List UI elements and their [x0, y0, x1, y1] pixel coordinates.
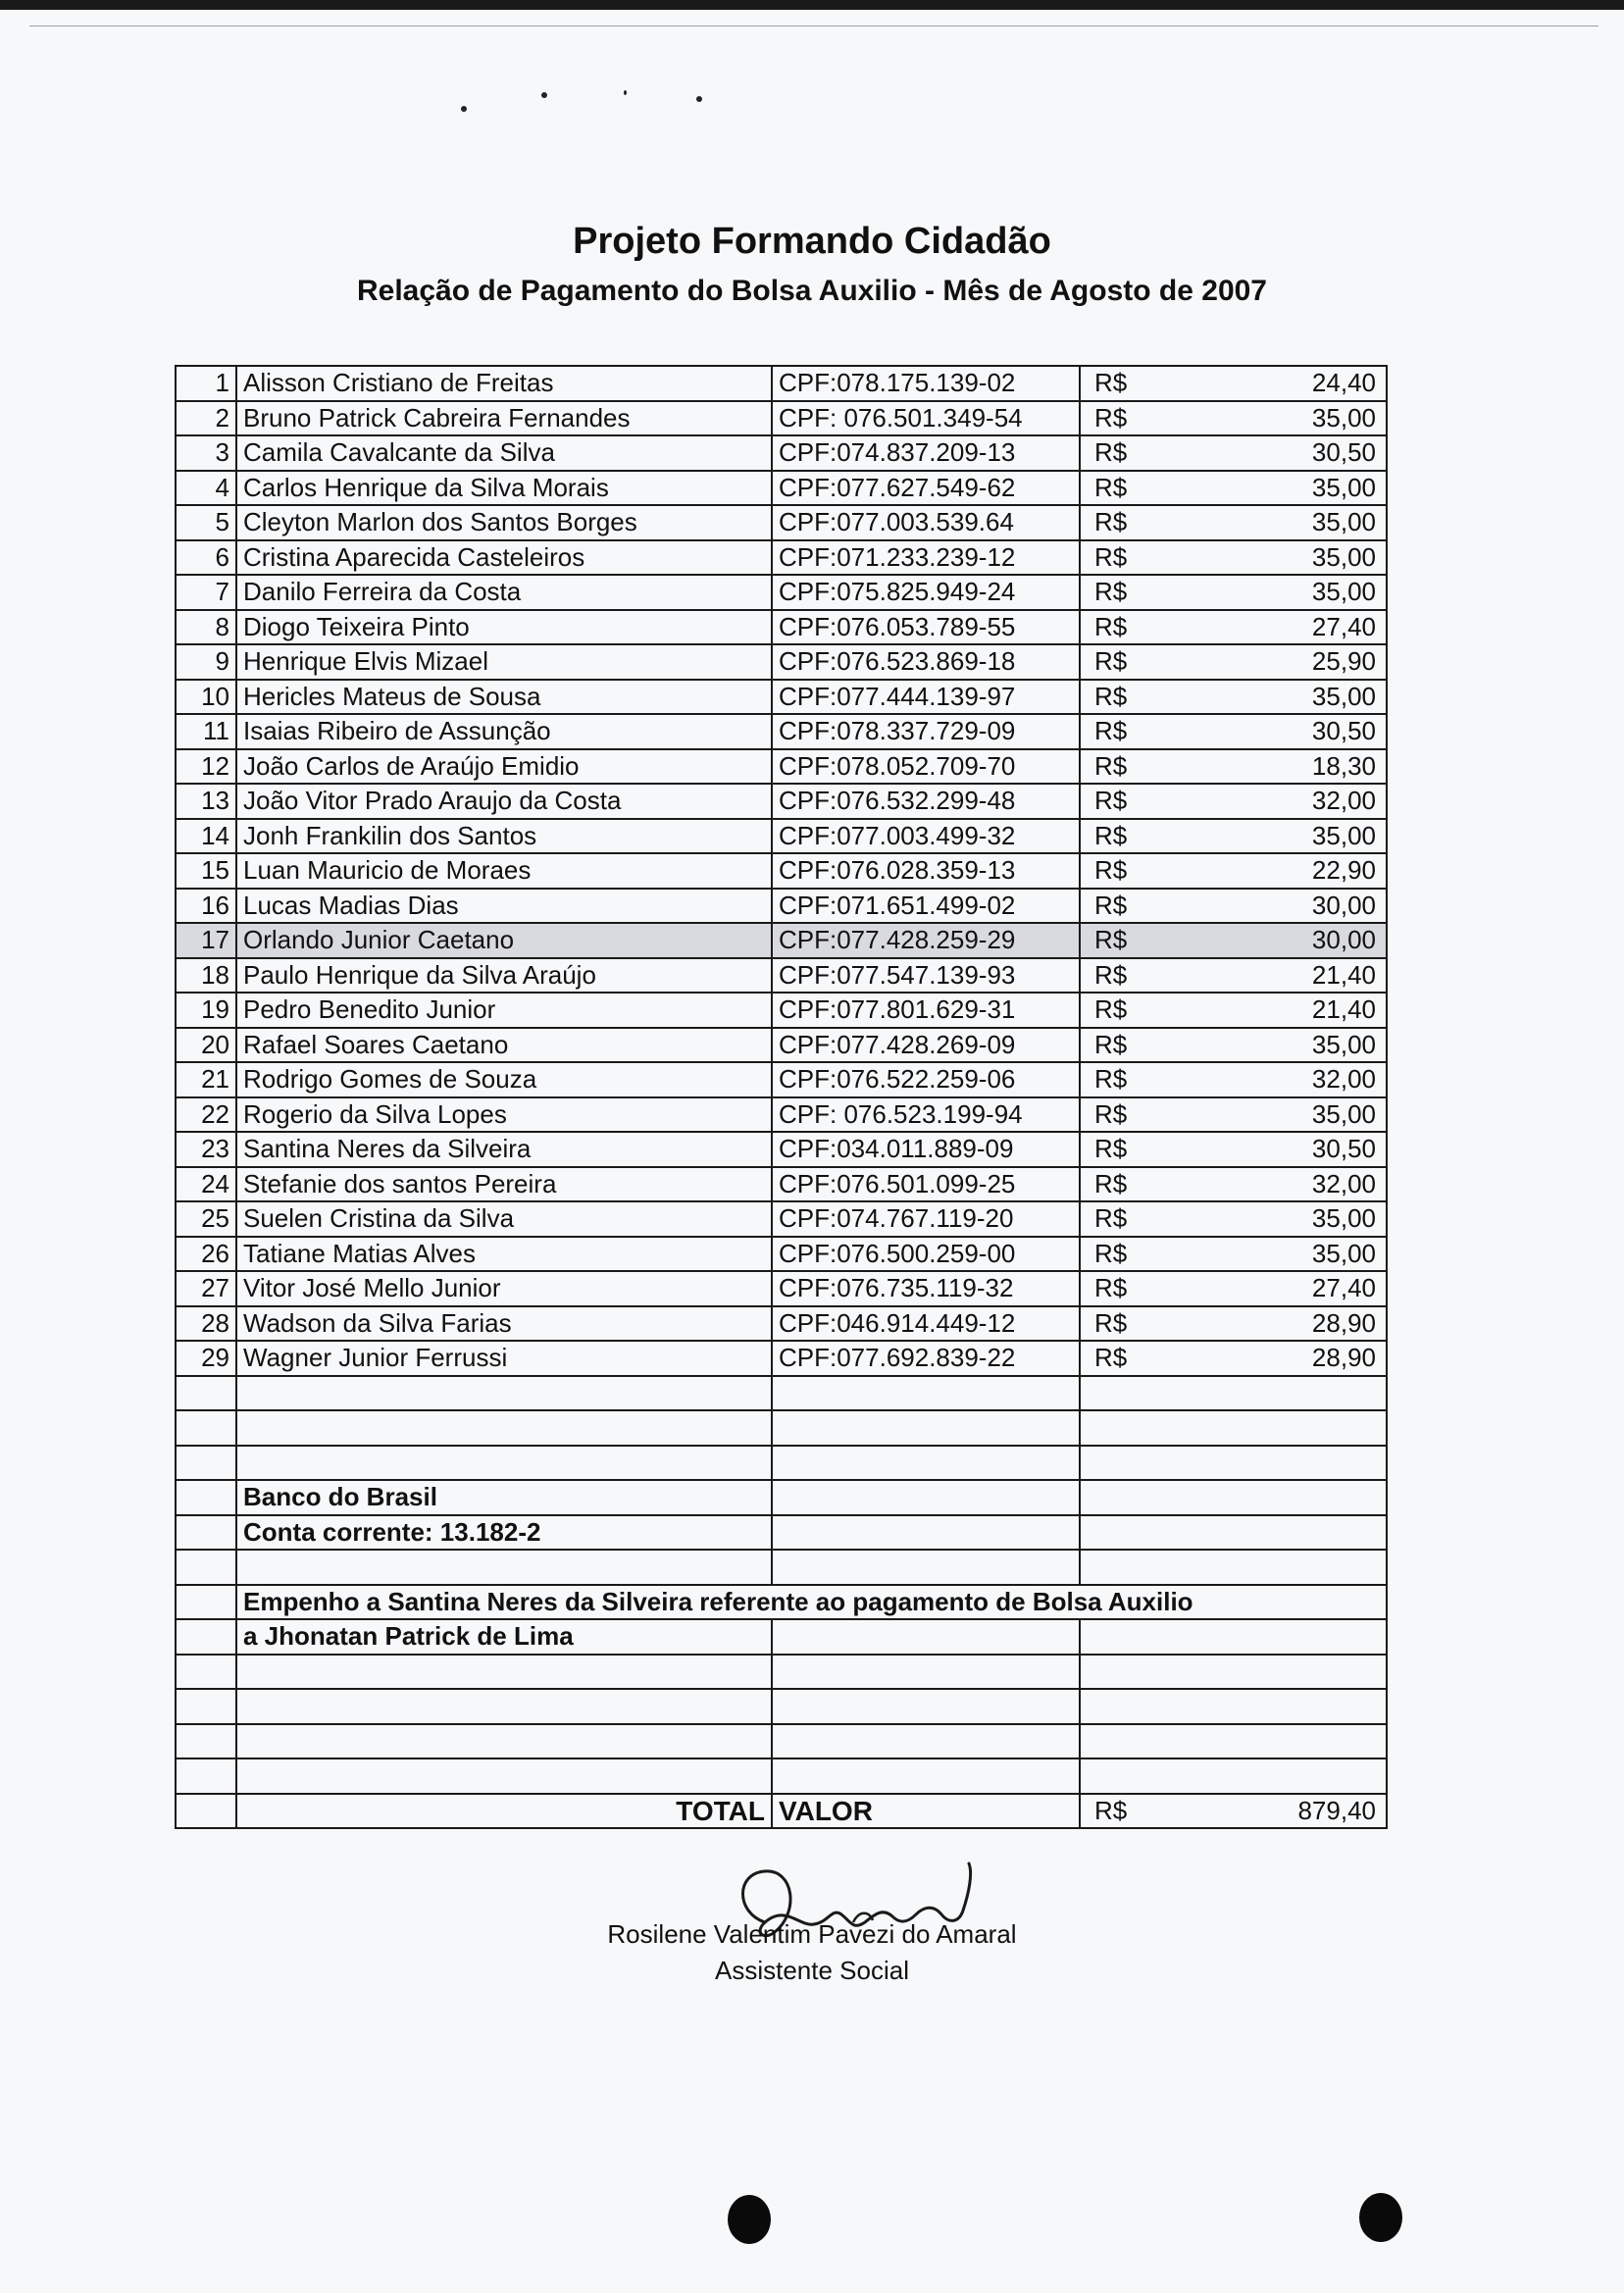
- row-number: 2: [176, 401, 236, 436]
- cpf-number: CPF:076.522.259-06: [772, 1062, 1080, 1097]
- currency-symbol: R$: [1094, 820, 1128, 850]
- amount-value: 35,00: [1311, 541, 1376, 572]
- table-row: [176, 993, 1387, 1028]
- payment-table: [175, 365, 1388, 1829]
- table-row: [176, 366, 1387, 401]
- bank-name-row: [176, 1480, 1387, 1515]
- amount-cell: [1080, 644, 1387, 680]
- amount-cell: [1080, 1341, 1387, 1376]
- table-row: [176, 1132, 1387, 1167]
- amount-cell: [1080, 1028, 1387, 1063]
- beneficiary-name: Stefanie dos santos Pereira: [236, 1167, 772, 1202]
- table-row: [176, 644, 1387, 680]
- empty-row: [176, 1655, 1387, 1690]
- document-subtitle: Relação de Pagamento do Bolsa Auxilio - Mês de Agosto de 2007: [356, 275, 1267, 307]
- document-title: Projeto Formando Cidadão: [573, 221, 1051, 262]
- amount-value: 35,00: [1311, 681, 1376, 711]
- row-number: 13: [176, 784, 236, 819]
- amount-value: 35,00: [1311, 402, 1376, 433]
- row-number: 26: [176, 1237, 236, 1272]
- table-row: [176, 1028, 1387, 1063]
- table-row: [176, 401, 1387, 436]
- beneficiary-name: Danilo Ferreira da Costa: [236, 575, 772, 610]
- beneficiary-name: Wagner Junior Ferrussi: [236, 1341, 772, 1376]
- currency-symbol: R$: [1094, 1203, 1128, 1234]
- table-row: [176, 1341, 1387, 1376]
- amount-cell: [1080, 366, 1387, 401]
- amount-cell: [1080, 1062, 1387, 1097]
- row-number: 22: [176, 1097, 236, 1133]
- amount-cell: [1080, 819, 1387, 854]
- table-row: [176, 1237, 1387, 1272]
- amount-value: 35,00: [1311, 820, 1376, 850]
- row-number: 3: [176, 435, 236, 471]
- beneficiary-name: Santina Neres da Silveira: [236, 1132, 772, 1167]
- empty-row: [176, 1550, 1387, 1585]
- amount-cell: [1080, 680, 1387, 715]
- beneficiary-name: Paulo Henrique da Silva Araújo: [236, 958, 772, 994]
- bank-account-row: [176, 1515, 1387, 1551]
- row-number: 8: [176, 610, 236, 645]
- amount-cell: [1080, 471, 1387, 506]
- cpf-number: CPF:074.837.209-13: [772, 435, 1080, 471]
- row-number: 20: [176, 1028, 236, 1063]
- empty-row: [176, 1446, 1387, 1481]
- currency-symbol: R$: [1094, 1029, 1128, 1059]
- note-line-2: a Jhonatan Patrick de Lima: [236, 1619, 772, 1655]
- amount-value: 27,40: [1311, 611, 1376, 641]
- amount-cell: [1080, 610, 1387, 645]
- currency-symbol: R$: [1094, 541, 1128, 572]
- currency-symbol: R$: [1094, 437, 1128, 468]
- currency-symbol: R$: [1094, 855, 1128, 886]
- amount-value: 35,00: [1311, 1029, 1376, 1059]
- empty-row: [176, 1758, 1387, 1794]
- currency-symbol: R$: [1094, 1134, 1128, 1164]
- amount-cell: [1080, 749, 1387, 785]
- table-row: [176, 1306, 1387, 1342]
- currency-symbol: R$: [1094, 959, 1128, 990]
- amount-value: 21,40: [1311, 959, 1376, 990]
- punch-hole: [728, 2195, 771, 2244]
- amount-cell: [1080, 540, 1387, 576]
- currency-symbol: R$: [1094, 472, 1128, 502]
- empty-row: [176, 1376, 1387, 1411]
- amount-cell: [1080, 993, 1387, 1028]
- table-row: [176, 610, 1387, 645]
- row-number: 25: [176, 1201, 236, 1237]
- row-number: 23: [176, 1132, 236, 1167]
- currency-symbol: R$: [1094, 786, 1128, 816]
- beneficiary-name: Hericles Mateus de Sousa: [236, 680, 772, 715]
- currency-symbol: R$: [1094, 925, 1128, 955]
- amount-value: 35,00: [1311, 472, 1376, 502]
- amount-value: 35,00: [1311, 1203, 1376, 1234]
- cpf-number: CPF: 076.501.349-54: [772, 401, 1080, 436]
- cpf-number: CPF:076.028.359-13: [772, 853, 1080, 889]
- currency-symbol: R$: [1094, 994, 1128, 1025]
- cpf-number: CPF:077.692.839-22: [772, 1341, 1080, 1376]
- cpf-number: CPF:078.175.139-02: [772, 366, 1080, 401]
- currency-symbol: R$: [1094, 507, 1128, 537]
- amount-value: 28,90: [1311, 1307, 1376, 1338]
- currency-symbol: R$: [1094, 716, 1128, 746]
- amount-cell: [1080, 1201, 1387, 1237]
- row-number: 29: [176, 1341, 236, 1376]
- currency-symbol: R$: [1094, 1098, 1128, 1129]
- empty-row: [176, 1689, 1387, 1724]
- beneficiary-name: Pedro Benedito Junior: [236, 993, 772, 1028]
- beneficiary-name: Vitor José Mello Junior: [236, 1271, 772, 1306]
- amount-value: 24,40: [1311, 368, 1376, 398]
- cpf-number: CPF:076.735.119-32: [772, 1271, 1080, 1306]
- currency-symbol: R$: [1094, 368, 1128, 398]
- table-row: [176, 714, 1387, 749]
- beneficiary-name: Rogerio da Silva Lopes: [236, 1097, 772, 1133]
- amount-value: 25,90: [1311, 646, 1376, 677]
- cpf-number: CPF:078.052.709-70: [772, 749, 1080, 785]
- currency-symbol: R$: [1094, 1064, 1128, 1095]
- amount-cell: [1080, 1271, 1387, 1306]
- cpf-number: CPF:034.011.889-09: [772, 1132, 1080, 1167]
- table-row: [176, 540, 1387, 576]
- signer-role: Assistente Social: [715, 1956, 909, 1985]
- amount-value: 35,00: [1311, 1098, 1376, 1129]
- amount-value: 30,00: [1311, 925, 1376, 955]
- beneficiary-name: Rafael Soares Caetano: [236, 1028, 772, 1063]
- table-row: [176, 1097, 1387, 1133]
- table-row: [176, 819, 1387, 854]
- row-number: 14: [176, 819, 236, 854]
- beneficiary-name: Luan Mauricio de Moraes: [236, 853, 772, 889]
- punch-hole: [1359, 2193, 1402, 2242]
- beneficiary-name: Diogo Teixeira Pinto: [236, 610, 772, 645]
- beneficiary-name: João Carlos de Araújo Emidio: [236, 749, 772, 785]
- table-row: [176, 784, 1387, 819]
- empty-row: [176, 1410, 1387, 1446]
- amount-value: 32,00: [1311, 786, 1376, 816]
- total-label: TOTAL: [236, 1794, 772, 1829]
- valor-label: VALOR: [772, 1794, 1080, 1829]
- total-currency: R$: [1094, 1795, 1128, 1825]
- table-row: [176, 958, 1387, 994]
- amount-cell: [1080, 1306, 1387, 1342]
- cpf-number: CPF:077.547.139-93: [772, 958, 1080, 994]
- speck: [696, 96, 702, 102]
- amount-cell: [1080, 1237, 1387, 1272]
- cpf-number: CPF:074.767.119-20: [772, 1201, 1080, 1237]
- row-number: 18: [176, 958, 236, 994]
- cpf-number: CPF:076.523.869-18: [772, 644, 1080, 680]
- bank-name: Banco do Brasil: [236, 1480, 772, 1515]
- amount-cell: [1080, 923, 1387, 958]
- amount-value: 30,00: [1311, 890, 1376, 920]
- cpf-number: CPF:077.003.539.64: [772, 505, 1080, 540]
- row-number: 12: [176, 749, 236, 785]
- table-row: [176, 435, 1387, 471]
- empty-row: [176, 1724, 1387, 1759]
- speck: [541, 92, 547, 98]
- amount-cell: [1080, 1132, 1387, 1167]
- beneficiary-name: Jonh Frankilin dos Santos: [236, 819, 772, 854]
- cpf-number: CPF:076.053.789-55: [772, 610, 1080, 645]
- beneficiary-name: Wadson da Silva Farias: [236, 1306, 772, 1342]
- row-number: 19: [176, 993, 236, 1028]
- currency-symbol: R$: [1094, 611, 1128, 641]
- beneficiary-name: Carlos Henrique da Silva Morais: [236, 471, 772, 506]
- total-amount-cell: [1080, 1794, 1387, 1829]
- amount-value: 21,40: [1311, 994, 1376, 1025]
- signer-name: Rosilene Valentim Pavezi do Amaral: [607, 1919, 1017, 1949]
- table-row: [176, 923, 1387, 958]
- table-row: [176, 1201, 1387, 1237]
- row-number: 24: [176, 1167, 236, 1202]
- row-number: 6: [176, 540, 236, 576]
- table-row: [176, 1167, 1387, 1202]
- beneficiary-name: Camila Cavalcante da Silva: [236, 435, 772, 471]
- beneficiary-name: Alisson Cristiano de Freitas: [236, 366, 772, 401]
- beneficiary-name: Bruno Patrick Cabreira Fernandes: [236, 401, 772, 436]
- scan-top-edge: [0, 0, 1624, 10]
- amount-value: 18,30: [1311, 750, 1376, 781]
- row-number: 4: [176, 471, 236, 506]
- speck: [624, 90, 627, 95]
- row-number: 17: [176, 923, 236, 958]
- amount-cell: [1080, 575, 1387, 610]
- amount-cell: [1080, 784, 1387, 819]
- cpf-number: CPF:076.532.299-48: [772, 784, 1080, 819]
- cpf-number: CPF:077.627.549-62: [772, 471, 1080, 506]
- payment-rows: [176, 366, 1387, 1376]
- currency-symbol: R$: [1094, 1168, 1128, 1198]
- row-number: 27: [176, 1271, 236, 1306]
- table-row: [176, 889, 1387, 924]
- cpf-number: CPF:075.825.949-24: [772, 575, 1080, 610]
- table-row: [176, 575, 1387, 610]
- currency-symbol: R$: [1094, 1238, 1128, 1268]
- beneficiary-name: Rodrigo Gomes de Souza: [236, 1062, 772, 1097]
- table-row: [176, 680, 1387, 715]
- cpf-number: CPF:071.233.239-12: [772, 540, 1080, 576]
- cpf-number: CPF:076.501.099-25: [772, 1167, 1080, 1202]
- table-row: [176, 853, 1387, 889]
- total-amount: 879,40: [1297, 1795, 1376, 1825]
- row-number: 28: [176, 1306, 236, 1342]
- currency-symbol: R$: [1094, 577, 1128, 607]
- speck: [461, 106, 467, 112]
- footer-rows: [176, 1376, 1387, 1829]
- table-row: [176, 1062, 1387, 1097]
- row-number: 9: [176, 644, 236, 680]
- currency-symbol: R$: [1094, 646, 1128, 677]
- cpf-number: CPF:076.500.259-00: [772, 1237, 1080, 1272]
- amount-cell: [1080, 1097, 1387, 1133]
- note-line-1: Empenho a Santina Neres da Silveira referente ao pagamento de Bolsa Auxilio: [236, 1585, 1387, 1620]
- row-number: 15: [176, 853, 236, 889]
- table-row: [176, 1271, 1387, 1306]
- currency-symbol: R$: [1094, 402, 1128, 433]
- row-number: 11: [176, 714, 236, 749]
- amount-cell: [1080, 505, 1387, 540]
- currency-symbol: R$: [1094, 1343, 1128, 1373]
- amount-value: 35,00: [1311, 1238, 1376, 1268]
- amount-value: 30,50: [1311, 1134, 1376, 1164]
- cpf-number: CPF:077.428.269-09: [772, 1028, 1080, 1063]
- cpf-number: CPF:071.651.499-02: [772, 889, 1080, 924]
- amount-cell: [1080, 889, 1387, 924]
- cpf-number: CPF:046.914.449-12: [772, 1306, 1080, 1342]
- amount-value: 32,00: [1311, 1064, 1376, 1095]
- cpf-number: CPF:077.003.499-32: [772, 819, 1080, 854]
- cpf-number: CPF:077.444.139-97: [772, 680, 1080, 715]
- amount-value: 22,90: [1311, 855, 1376, 886]
- currency-symbol: R$: [1094, 890, 1128, 920]
- amount-value: 32,00: [1311, 1168, 1376, 1198]
- currency-symbol: R$: [1094, 1307, 1128, 1338]
- beneficiary-name: João Vitor Prado Araujo da Costa: [236, 784, 772, 819]
- row-number: 10: [176, 680, 236, 715]
- beneficiary-name: Suelen Cristina da Silva: [236, 1201, 772, 1237]
- table-row: [176, 471, 1387, 506]
- beneficiary-name: Henrique Elvis Mizael: [236, 644, 772, 680]
- currency-symbol: R$: [1094, 1273, 1128, 1303]
- beneficiary-name: Cristina Aparecida Casteleiros: [236, 540, 772, 576]
- amount-cell: [1080, 401, 1387, 436]
- amount-value: 27,40: [1311, 1273, 1376, 1303]
- amount-cell: [1080, 958, 1387, 994]
- amount-cell: [1080, 714, 1387, 749]
- note-row-1: [176, 1585, 1387, 1620]
- cpf-number: CPF:077.428.259-29: [772, 923, 1080, 958]
- beneficiary-name: Tatiane Matias Alves: [236, 1237, 772, 1272]
- row-number: 16: [176, 889, 236, 924]
- currency-symbol: R$: [1094, 750, 1128, 781]
- amount-value: 30,50: [1311, 437, 1376, 468]
- amount-cell: [1080, 435, 1387, 471]
- amount-value: 35,00: [1311, 507, 1376, 537]
- fold-line: [29, 25, 1599, 26]
- row-number: 1: [176, 366, 236, 401]
- table-row: [176, 749, 1387, 785]
- cpf-number: CPF: 076.523.199-94: [772, 1097, 1080, 1133]
- row-number: 21: [176, 1062, 236, 1097]
- total-row: [176, 1794, 1387, 1829]
- cpf-number: CPF:077.801.629-31: [772, 993, 1080, 1028]
- amount-value: 30,50: [1311, 716, 1376, 746]
- amount-cell: [1080, 1167, 1387, 1202]
- row-number: 7: [176, 575, 236, 610]
- amount-cell: [1080, 853, 1387, 889]
- amount-value: 35,00: [1311, 577, 1376, 607]
- row-number: 5: [176, 505, 236, 540]
- bank-account: Conta corrente: 13.182-2: [236, 1515, 772, 1551]
- amount-value: 28,90: [1311, 1343, 1376, 1373]
- beneficiary-name: Orlando Junior Caetano: [236, 923, 772, 958]
- table-row: [176, 505, 1387, 540]
- beneficiary-name: Isaias Ribeiro de Assunção: [236, 714, 772, 749]
- currency-symbol: R$: [1094, 681, 1128, 711]
- beneficiary-name: Cleyton Marlon dos Santos Borges: [236, 505, 772, 540]
- note-row-2: [176, 1619, 1387, 1655]
- scan-specks: [451, 84, 726, 114]
- cpf-number: CPF:078.337.729-09: [772, 714, 1080, 749]
- beneficiary-name: Lucas Madias Dias: [236, 889, 772, 924]
